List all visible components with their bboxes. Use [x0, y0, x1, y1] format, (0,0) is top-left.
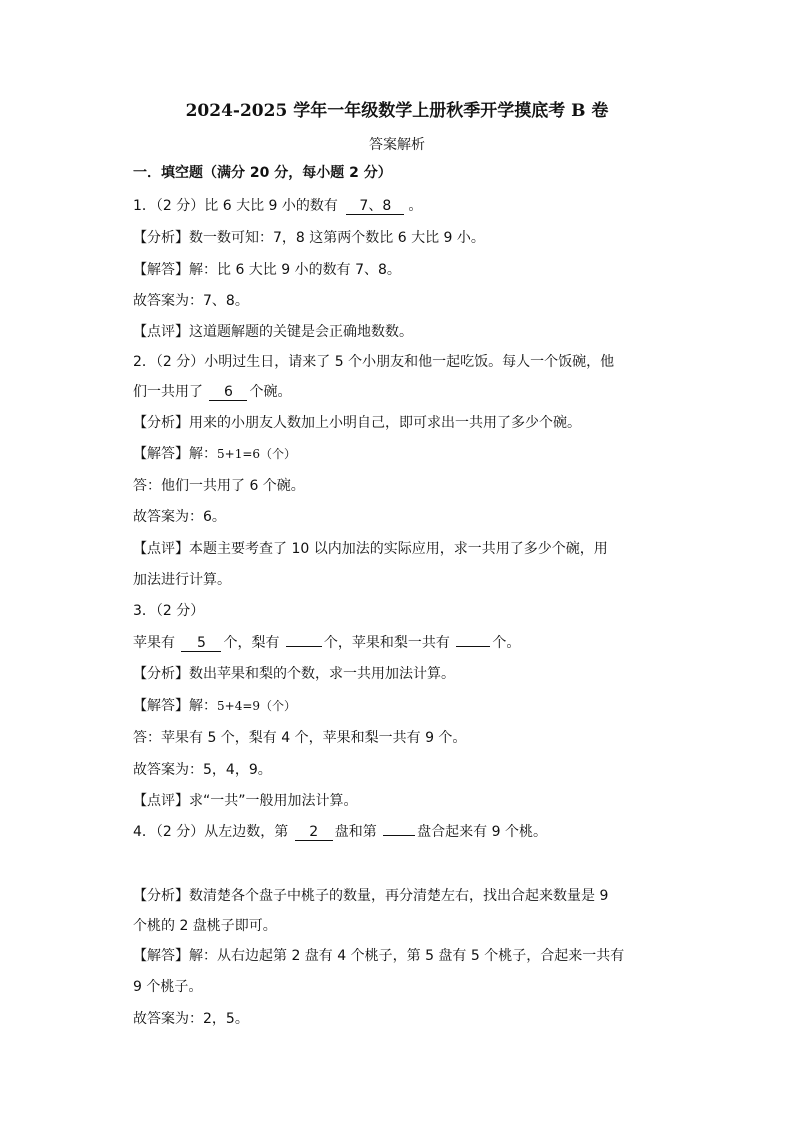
q4-analysis-line2: 个桃的 2 盘桃子即可。: [133, 918, 277, 934]
q4-stem: [133, 823, 547, 841]
q2-solution-label: 【解答】解：: [133, 446, 217, 462]
q3-answer-blank-1: 5: [181, 636, 221, 652]
q3-analysis: 【分析】数出苹果和梨的个数，求一共用加法计算。: [133, 666, 455, 682]
q2-comment-line1: 【点评】本题主要考查了 10 以内加法的实际应用，求一共用了多少个碗，用: [133, 541, 608, 557]
q1-analysis: 【分析】数一数可知：7，8 这第两个数比 6 大比 9 小。: [133, 230, 485, 246]
q1-stem-end: 。: [408, 198, 423, 214]
q3-answer-blank-3: [456, 646, 490, 647]
q2-analysis: 【分析】用来的小朋友人数加上小明自己，即可求出一共用了多少个碗。: [133, 415, 581, 431]
q1-comment: 【点评】这道题解题的关键是会正确地数数。: [133, 324, 413, 340]
q2-answer-blank: 6: [209, 385, 247, 401]
q4-stem-text: 4．（2 分）从左边数，第: [133, 824, 289, 840]
q4-solution-line2: 9 个桃子。: [133, 979, 203, 995]
section-heading: 一．填空题（满分 20 分，每小题 2 分）: [133, 165, 392, 181]
q3-text-end: 个。: [492, 635, 521, 651]
q3-text-apples: 苹果有: [133, 635, 175, 651]
q3-stem: 3．（2 分）: [133, 603, 205, 619]
q1-final-answer: 故答案为：7、8。: [133, 293, 249, 309]
q3-text-total: 个，苹果和梨一共有: [323, 635, 450, 651]
q2-comment-line2: 加法进行计算。: [133, 572, 231, 588]
q4-analysis-line1: 【分析】数清楚各个盘子中桃子的数量，再分清楚左右，找出合起来数量是 9: [133, 888, 609, 904]
q3-comment: 【点评】求“一共”一般用加法计算。: [133, 793, 358, 809]
q1-solution: 【解答】解：比 6 大比 9 小的数有 7、8。: [133, 262, 401, 278]
q2-stem-line1: 2．（2 分）小明过生日，请来了 5 个小朋友和他一起吃饭。每人一个饭碗，他: [133, 354, 615, 370]
q4-stem-end: 盘合起来有 9 个桃。: [417, 824, 547, 840]
q1-stem-text: 1．（2 分）比 6 大比 9 小的数有: [133, 198, 338, 214]
q2-stem-line2: [133, 383, 291, 401]
q3-solution-label: 【解答】解：: [133, 698, 217, 714]
q3-solution: [133, 697, 296, 715]
q2-stem-text: 们一共用了: [133, 384, 203, 400]
page-title: 2024-2025 学年一年级数学上册秋季开学摸底考 B 卷: [185, 101, 609, 121]
q3-solution-formula: 5+4=9（个）: [217, 699, 297, 713]
q3-reply: 答：苹果有 5 个，梨有 4 个，苹果和梨一共有 9 个。: [133, 730, 467, 746]
q2-solution-formula: 5+1=6（个）: [217, 447, 297, 461]
q3-text-pears: 个，梨有: [223, 635, 280, 651]
q3-answer-blank-2: [286, 646, 322, 647]
q3-question-line: [133, 634, 520, 652]
q1-stem: [133, 197, 422, 215]
q2-final-answer: 故答案为：6。: [133, 509, 226, 525]
q2-solution: [133, 445, 296, 463]
q2-reply: 答：他们一共用了 6 个碗。: [133, 478, 305, 494]
q2-stem-end: 个碗。: [249, 384, 292, 400]
page-subtitle: 答案解析: [369, 137, 425, 153]
q4-final-answer: 故答案为：2，5。: [133, 1011, 249, 1027]
q4-stem-middle: 盘和第: [334, 824, 377, 840]
q4-answer-blank-2: [383, 835, 415, 836]
q4-solution-line1: 【解答】解：从右边起第 2 盘有 4 个桃子，第 5 盘有 5 个桃子，合起来一共有: [133, 948, 625, 964]
q4-answer-blank-1: 2: [295, 825, 333, 841]
q1-answer-blank: 7、8: [346, 199, 404, 215]
q3-final-answer: 故答案为：5，4，9。: [133, 762, 272, 778]
